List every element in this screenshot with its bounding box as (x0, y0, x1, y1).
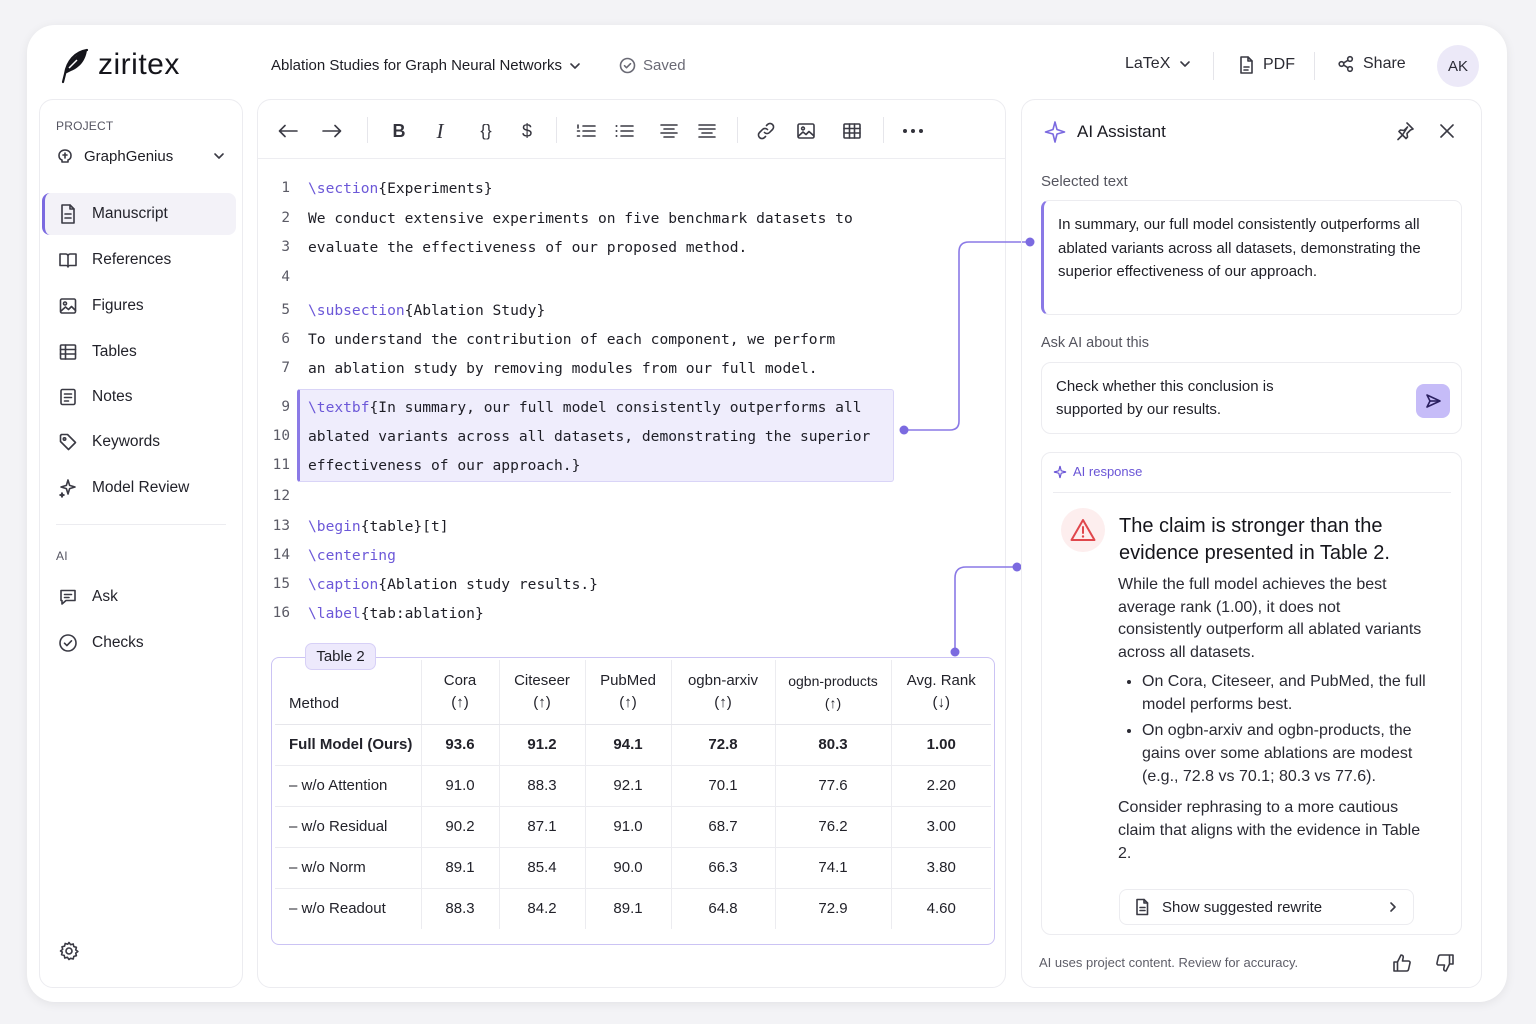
table-cell: 89.1 (585, 888, 671, 929)
line-number: 3 (281, 239, 290, 255)
table-cell: 90.2 (421, 806, 499, 847)
table-cell: 88.3 (499, 765, 585, 806)
ai-section-label: AI (56, 549, 68, 563)
sort-direction: (↑) (619, 693, 637, 711)
header-label: ogbn-arxiv (687, 671, 759, 689)
bold-icon[interactable]: B (392, 120, 406, 141)
line-number: 4 (281, 269, 290, 285)
sidebar-item-label: Manuscript (92, 205, 168, 222)
header-label: Method (289, 694, 340, 712)
ai-response-outro: Consider rephrasing to a more cautious claim that aligns with the evidence in Table 2. (1118, 799, 1421, 862)
thumbs-up-icon[interactable] (1391, 952, 1413, 974)
code-text: evaluate the effectiveness of our proposed method. (308, 238, 748, 256)
table-cell: 90.0 (585, 847, 671, 888)
latex-command: \caption (308, 575, 379, 593)
header-label: PubMed (600, 671, 656, 689)
table-cell: 4.60 (891, 888, 991, 929)
table-cell: Full Model (Ours) (275, 724, 421, 765)
code-text: {table}[t] (360, 517, 449, 535)
sort-direction: (↑) (824, 694, 842, 711)
line-number: 7 (281, 360, 290, 376)
response-divider (1053, 492, 1451, 493)
sort-direction: (↓) (932, 693, 950, 711)
italic-icon[interactable]: I (436, 118, 444, 143)
table-cell: 91.0 (421, 765, 499, 806)
latex-command: \section (308, 179, 379, 197)
table-cell: 94.1 (585, 724, 671, 765)
latex-command: \subsection (308, 301, 405, 319)
ask-input[interactable] (1041, 362, 1462, 434)
user-avatar[interactable]: AK (1437, 45, 1479, 87)
list-item: • On Cora, Citeseer, and PubMed, the full model performs best. (1142, 671, 1428, 716)
table-cell: 72.9 (775, 888, 891, 929)
ai-response-title: The claim is stronger than the evidence presented in Table 2. (1119, 515, 1390, 564)
code-text: ablated variants across all datasets, demonstrating the superior (308, 427, 871, 445)
math-dollar-icon[interactable]: $ (521, 120, 532, 141)
code-text: effectiveness of our approach.} (308, 456, 581, 474)
line-number: 9 (281, 399, 290, 415)
latex-command: \begin (308, 517, 361, 535)
code-text: {tab:ablation} (360, 604, 484, 622)
sidebar-item-label: Keywords (92, 433, 161, 450)
table-cell: 84.2 (499, 888, 585, 929)
show-rewrite-button[interactable] (1119, 889, 1414, 925)
warning-icon (1061, 508, 1105, 552)
ask-label: Ask AI about this (1041, 335, 1150, 351)
ask-input-text: Check whether this conclusion is supported by our results. (1056, 378, 1274, 418)
send-button[interactable] (1416, 384, 1450, 418)
share-label: Share (1363, 55, 1406, 72)
code-text: {Ablation study results.} (378, 575, 598, 593)
header-label: Cora (443, 671, 477, 689)
code-text: {In summary, our full model consistently outperforms all (369, 398, 862, 416)
table-cell: 66.3 (671, 847, 775, 888)
table-cell: 89.1 (421, 847, 499, 888)
thumbs-down-icon[interactable] (1434, 952, 1456, 974)
latex-command: \label (308, 604, 361, 622)
table-cell: 76.2 (775, 806, 891, 847)
table-cell: – w/o Attention (275, 765, 421, 806)
table-cell: 91.2 (499, 724, 585, 765)
line-number: 10 (272, 428, 290, 444)
table-tag: Table 2 (305, 643, 376, 670)
selected-text-label: Selected text (1041, 173, 1128, 190)
save-status-label: Saved (643, 57, 686, 74)
table-cell: 64.8 (671, 888, 775, 929)
table-cell: – w/o Norm (275, 847, 421, 888)
table-cell: 77.6 (775, 765, 891, 806)
line-number: 2 (281, 210, 290, 226)
table-cell: 91.0 (585, 806, 671, 847)
table-cell: – w/o Residual (275, 806, 421, 847)
selected-text-box: In summary, our full model consistently outperforms all ablated variants across all datasets, demonstrating the superior effectiveness of our approach. (1041, 200, 1462, 315)
table-cell: 93.6 (421, 724, 499, 765)
ai-footer-note: AI uses project content. Review for accuracy. (1039, 955, 1299, 970)
line-number: 5 (281, 302, 290, 318)
table-cell: – w/o Readout (289, 900, 386, 918)
line-number: 12 (272, 488, 290, 504)
header-label: Citeseer (514, 671, 570, 689)
sort-direction: (↑) (714, 693, 732, 711)
code-text: To understand the contribution of each component, we perform (308, 330, 836, 348)
document-icon (1134, 898, 1150, 916)
latex-command: \centering (308, 546, 396, 564)
ai-panel-title: AI Assistant (1077, 122, 1166, 141)
pdf-label: PDF (1263, 56, 1295, 73)
table-cell: 1.00 (891, 724, 991, 765)
sort-direction: (↑) (451, 693, 469, 711)
line-number: 15 (272, 576, 290, 592)
line-number: 6 (281, 331, 290, 347)
table-cell: 85.4 (499, 847, 585, 888)
code-text: {Ablation Study} (404, 301, 546, 319)
list-item: • On ogbn-arxiv and ogbn-products, the gains over some ablations are modest (e.g., 72.8 vs 70.1; 80.3 vs 77.6). (1142, 720, 1428, 788)
sort-direction: (↑) (533, 693, 551, 711)
sidebar-item-label: References (92, 251, 172, 268)
table-cell: 87.1 (499, 806, 585, 847)
line-number: 16 (272, 605, 290, 621)
table-cell: 74.1 (775, 847, 891, 888)
code-text: an ablation study by removing modules from our full model. (308, 359, 818, 377)
table-cell: 72.8 (671, 724, 775, 765)
send-arrow-icon (1424, 392, 1442, 410)
table-cell: 3.00 (891, 806, 991, 847)
sidebar-item-label: Model Review (92, 479, 190, 496)
ai-response-body (1118, 574, 1428, 865)
code-braces-icon[interactable]: {} (480, 121, 492, 140)
ai-response-label-text: AI response (1073, 464, 1143, 479)
table-cell: 80.3 (775, 724, 891, 765)
rewrite-label: Show suggested rewrite (1162, 898, 1323, 916)
line-number: 13 (272, 518, 290, 534)
sidebar-item-label: Tables (92, 343, 137, 360)
table-cell: 70.1 (671, 765, 775, 806)
ai-response-bullets (1142, 671, 1428, 789)
code-text: {Experiments} (378, 179, 493, 197)
line-number: 1 (281, 180, 290, 196)
close-icon[interactable] (1437, 121, 1457, 141)
header-label: ogbn-products (788, 672, 878, 689)
ai-response-intro: While the full model achieves the best average rank (1.00), it does not consistently outperform all ablated variants across all datasets. (1118, 576, 1422, 662)
document-title: Ablation Studies for Graph Neural Networks (271, 57, 562, 74)
table-cell: 88.3 (421, 888, 499, 929)
header-label: Avg. Rank (906, 671, 976, 689)
code-text: We conduct extensive experiments on five benchmark datasets to (308, 209, 853, 227)
latex-command: \textbf (308, 398, 370, 416)
pin-icon[interactable] (1394, 120, 1416, 142)
sparkle-icon (1043, 120, 1067, 144)
project-name: GraphGenius (84, 147, 174, 165)
ai-response-label (1053, 464, 1142, 479)
format-label: LaTeX (1125, 55, 1171, 72)
table-cell: 2.20 (891, 765, 991, 806)
app-logo-text: ziritex (98, 48, 180, 81)
chevron-right-icon (1387, 900, 1399, 914)
table-cell: 92.1 (585, 765, 671, 806)
table-cell: 68.7 (671, 806, 775, 847)
sidebar-item-label: Ask (92, 588, 118, 605)
line-number: 14 (272, 547, 290, 563)
sidebar-item-label: Notes (92, 388, 133, 405)
line-number: 11 (272, 457, 290, 473)
table-cell: 3.80 (891, 847, 991, 888)
sidebar-item-label: Figures (92, 297, 144, 314)
sidebar-item-label: Checks (92, 634, 144, 651)
sparkle-icon (1053, 465, 1067, 479)
project-section-label: PROJECT (56, 119, 114, 133)
